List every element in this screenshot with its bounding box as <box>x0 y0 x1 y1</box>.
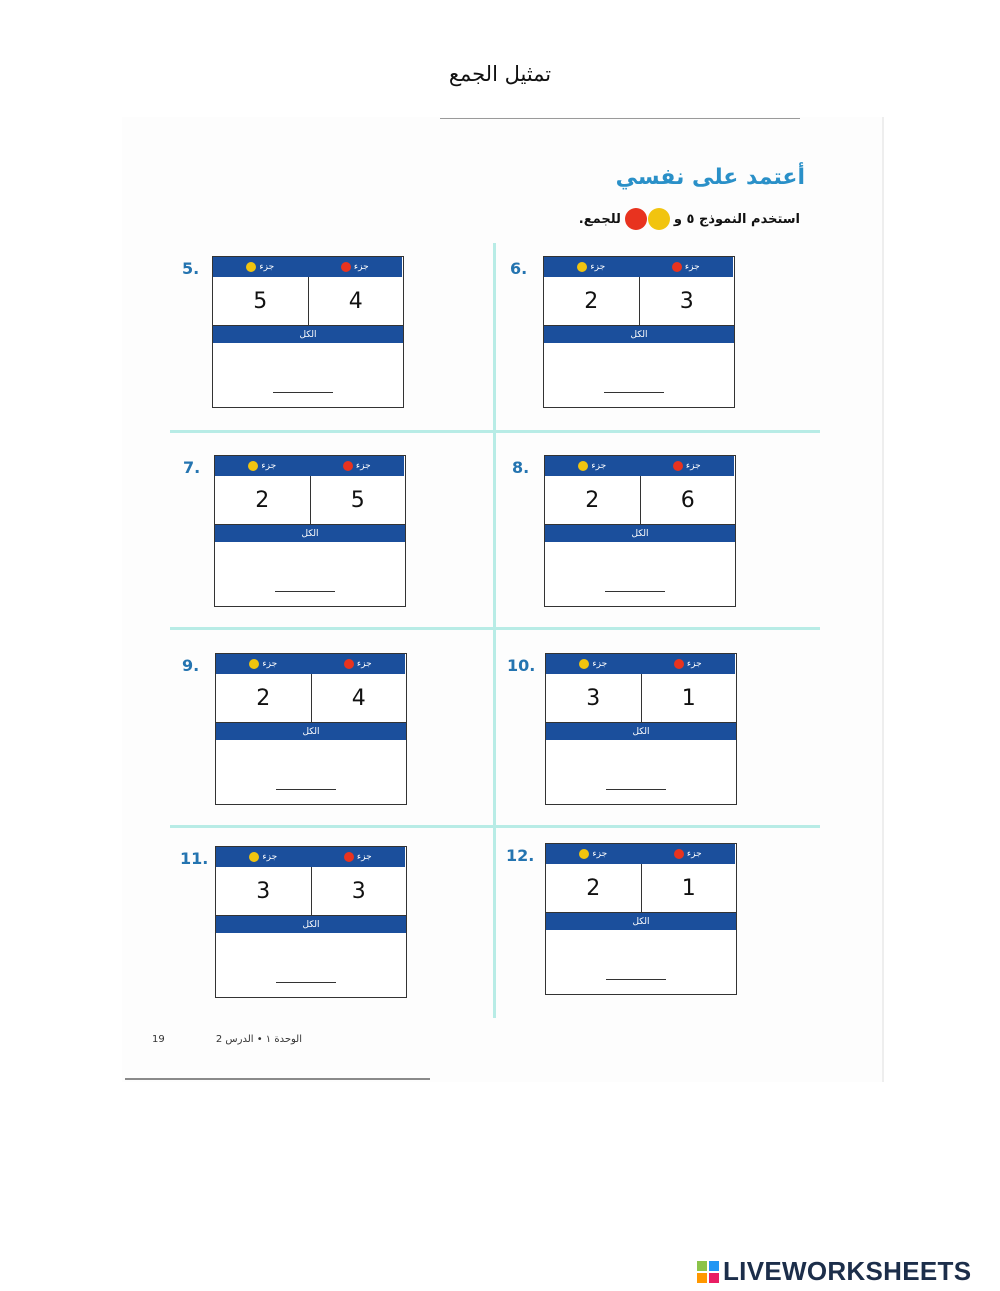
logo-square-1 <box>697 1261 707 1271</box>
yellow-counter-icon <box>248 461 258 471</box>
whole-label: الكل <box>545 525 735 542</box>
answer-blank[interactable] <box>276 789 336 791</box>
header-label: جزء <box>356 852 372 862</box>
parts-row <box>213 277 403 326</box>
whole-answer-area[interactable] <box>213 343 403 406</box>
mat-header <box>216 847 406 867</box>
whole-answer-area[interactable] <box>544 343 734 406</box>
problem-number: 12. <box>506 846 535 865</box>
parts-row <box>215 476 405 525</box>
part-red-value: 6 <box>640 476 736 524</box>
answer-blank[interactable] <box>606 789 666 791</box>
part-red-value: 1 <box>641 864 737 912</box>
part-yellow-value: 3 <box>256 878 271 904</box>
parts-row <box>216 867 406 916</box>
counters-icon <box>625 208 670 230</box>
red-counter-icon <box>625 208 647 230</box>
header-cell-yellow <box>545 456 640 476</box>
red-counter-icon <box>343 461 353 471</box>
problem-number: 9. <box>182 656 200 675</box>
header-cell-red <box>641 844 737 864</box>
header-cell-red <box>308 257 404 277</box>
whole-answer-area[interactable] <box>545 542 735 605</box>
header-cell-yellow <box>546 844 641 864</box>
header-cell-yellow <box>546 654 641 674</box>
header-label: جزء <box>685 461 701 471</box>
column-divider <box>493 243 496 1018</box>
mat-header <box>215 456 405 476</box>
answer-blank[interactable] <box>606 979 666 981</box>
red-counter-icon <box>341 262 351 272</box>
mat-header <box>546 654 736 674</box>
part-yellow-value: 5 <box>253 288 268 314</box>
section-heading: أعتمد على نفسي <box>615 165 805 190</box>
sheet-right-edge <box>882 117 884 1082</box>
brand-logo[interactable] <box>697 1256 971 1287</box>
whole-label: الكل <box>546 723 736 740</box>
whole-label: الكل <box>544 326 734 343</box>
part-red-value: 4 <box>308 277 404 325</box>
page-number: 19 <box>152 1034 165 1045</box>
part-yellow-value: 2 <box>256 685 271 711</box>
header-cell-yellow <box>213 257 308 277</box>
header-label: جزء <box>684 262 700 272</box>
part-yellow-value: 2 <box>584 288 599 314</box>
logo-square-4 <box>709 1273 719 1283</box>
header-cell-red <box>640 456 736 476</box>
instruction <box>579 208 800 230</box>
part-red-value: 3 <box>639 277 735 325</box>
row-divider-3 <box>170 825 820 828</box>
whole-label: الكل <box>215 525 405 542</box>
red-counter-icon <box>344 852 354 862</box>
header-cell-yellow <box>216 654 311 674</box>
problem-number: 8. <box>512 458 530 477</box>
parts-row <box>545 476 735 525</box>
yellow-counter-icon <box>578 461 588 471</box>
whole-label: الكل <box>213 326 403 343</box>
side-copyright-strip <box>850 820 860 990</box>
header-cell-red <box>310 456 406 476</box>
whole-answer-area[interactable] <box>546 740 736 803</box>
whole-answer-area[interactable] <box>216 933 406 996</box>
yellow-counter-icon <box>577 262 587 272</box>
parts-row <box>546 864 736 913</box>
header-label: جزء <box>261 461 277 471</box>
part-yellow-value: 2 <box>585 487 600 513</box>
parts-row <box>216 674 406 723</box>
answer-blank[interactable] <box>273 392 333 394</box>
instruction-text-before: استخدم النموذج ٥ و <box>673 211 800 227</box>
part-part-whole-mat <box>544 455 736 607</box>
header-cell-red <box>311 847 407 867</box>
logo-square-2 <box>709 1261 719 1271</box>
part-part-whole-mat <box>215 846 407 998</box>
header-cell-red <box>639 257 735 277</box>
mat-header <box>545 456 735 476</box>
whole-label: الكل <box>546 913 736 930</box>
page-title: تمثيل الجمع <box>448 62 552 86</box>
header-label: جزء <box>592 849 608 859</box>
part-part-whole-mat <box>543 256 735 408</box>
sheet-bottom-edge <box>125 1078 430 1080</box>
header-label: جزء <box>590 262 606 272</box>
whole-answer-area[interactable] <box>215 542 405 605</box>
liveworksheets-logo-icon <box>697 1261 719 1283</box>
part-part-whole-mat <box>545 653 737 805</box>
yellow-counter-icon <box>246 262 256 272</box>
mat-header <box>216 654 406 674</box>
header-label: جزء <box>353 262 369 272</box>
page-footer <box>152 1034 302 1045</box>
header-cell-yellow <box>544 257 639 277</box>
red-counter-icon <box>674 659 684 669</box>
header-label: جزء <box>356 659 372 669</box>
yellow-counter-icon <box>579 659 589 669</box>
answer-blank[interactable] <box>276 982 336 984</box>
whole-label: الكل <box>216 723 406 740</box>
part-yellow-value: 2 <box>586 875 601 901</box>
parts-row <box>544 277 734 326</box>
part-yellow-value: 3 <box>586 685 601 711</box>
part-red-value: 1 <box>641 674 737 722</box>
answer-blank[interactable] <box>604 392 664 394</box>
problem-number: 7. <box>183 458 201 477</box>
red-counter-icon <box>674 849 684 859</box>
part-red-value: 4 <box>311 674 407 722</box>
part-red-value: 3 <box>311 867 407 915</box>
part-part-whole-mat <box>545 843 737 995</box>
part-yellow-value: 2 <box>255 487 270 513</box>
brand-name: LIVEWORKSHEETS <box>723 1256 972 1286</box>
part-part-whole-mat <box>212 256 404 408</box>
header-cell-red <box>311 654 407 674</box>
yellow-counter-icon <box>249 659 259 669</box>
header-label: جزء <box>259 262 275 272</box>
red-counter-icon <box>673 461 683 471</box>
answer-blank[interactable] <box>275 591 335 593</box>
part-red-value: 5 <box>310 476 406 524</box>
header-label: جزء <box>592 659 608 669</box>
mat-header <box>213 257 403 277</box>
yellow-counter-icon <box>249 852 259 862</box>
yellow-counter-icon <box>579 849 589 859</box>
instruction-text-after: للجمع. <box>578 211 621 227</box>
mat-header <box>546 844 736 864</box>
logo-square-3 <box>697 1273 707 1283</box>
header-cell-yellow <box>216 847 311 867</box>
header-cell-yellow <box>215 456 310 476</box>
problem-number: 5. <box>182 259 200 278</box>
problem-number: 6. <box>510 259 528 278</box>
whole-answer-area[interactable] <box>546 930 736 993</box>
red-counter-icon <box>344 659 354 669</box>
row-divider-2 <box>170 627 820 630</box>
mat-header <box>544 257 734 277</box>
part-part-whole-mat <box>215 653 407 805</box>
part-part-whole-mat <box>214 455 406 607</box>
whole-answer-area[interactable] <box>216 740 406 803</box>
header-label: جزء <box>355 461 371 471</box>
header-label: جزء <box>262 852 278 862</box>
header-cell-red <box>641 654 737 674</box>
unit-lesson: الوحدة ١ • الدرس 2 <box>215 1034 302 1045</box>
header-label: جزء <box>686 849 702 859</box>
red-counter-icon <box>672 262 682 272</box>
sheet-top-edge <box>440 118 800 119</box>
header-label: جزء <box>686 659 702 669</box>
yellow-counter-icon <box>648 208 670 230</box>
whole-label: الكل <box>216 916 406 933</box>
answer-blank[interactable] <box>605 591 665 593</box>
parts-row <box>546 674 736 723</box>
row-divider-1 <box>170 430 820 433</box>
problem-number: 11. <box>180 849 209 868</box>
problem-number: 10. <box>507 656 536 675</box>
header-label: جزء <box>262 659 278 669</box>
header-label: جزء <box>591 461 607 471</box>
